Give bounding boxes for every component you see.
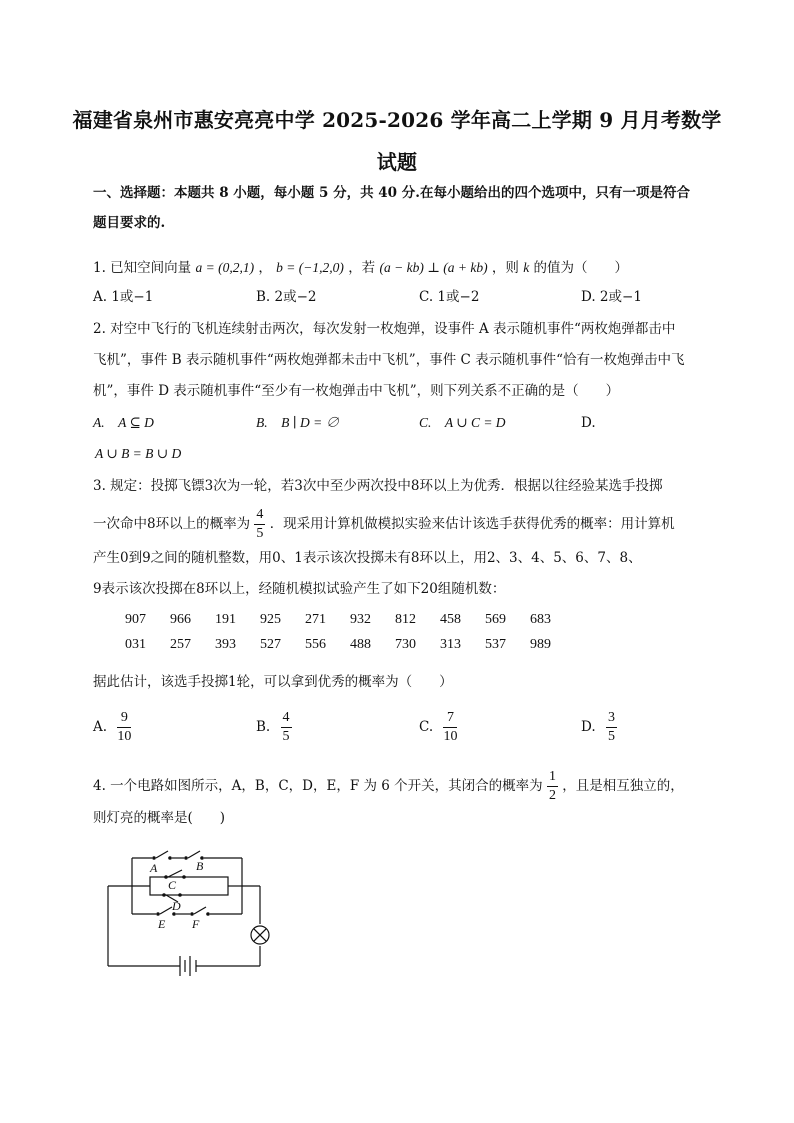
switch-a (156, 851, 168, 858)
q3-option-c-fraction (443, 711, 457, 744)
q3-line2-a: 一次命中8环以上的概率为 (93, 516, 251, 532)
q1-suffix: ，则 (491, 260, 519, 276)
q1-condition: (a − kb) ⊥ (a + kb) (379, 260, 488, 275)
random-number: 271 (305, 612, 326, 627)
q1-option-b: B. 2或−2 (256, 289, 317, 305)
q1-option-d: D. 2或−1 (581, 289, 642, 305)
q3-option-c (419, 711, 457, 744)
circuit-diagram (100, 846, 290, 976)
switch-e (160, 907, 172, 914)
question-4-line2: 则灯亮的概率是( ) (93, 810, 226, 826)
random-number: 527 (260, 637, 281, 652)
q4-line1-b: ，且是相互独立的， (562, 778, 684, 794)
random-numbers-row2 (125, 637, 575, 653)
random-number: 989 (530, 637, 551, 652)
random-number: 907 (125, 612, 146, 627)
random-number: 191 (215, 612, 236, 627)
switch-label-f: F (192, 917, 200, 931)
random-number: 730 (395, 637, 416, 652)
section-heading-line1: 一、选择题：本题共 8 小题，每小题 5 分，共 40 分.在每小题给出的四个选项中，只有一项是符合 (93, 185, 690, 201)
section-heading-line2: 题目要求的. (93, 215, 166, 231)
q3-option-b (256, 711, 292, 744)
switch-label-c: C (168, 878, 177, 892)
q3-option-a-fraction (117, 711, 131, 744)
question-3-question: 据此估计，该选手投掷1轮，可以拿到优秀的概率为（ ） (93, 674, 453, 690)
q4-probability-fraction (547, 770, 558, 803)
random-number: 925 (260, 612, 281, 627)
question-2-line3: 机”，事件 D 表示随机事件“至少有一枚炮弹击中飞机”，则下列关系不正确的是（ ） (93, 383, 620, 399)
q3-option-d-num: 3 (606, 711, 617, 728)
q3-option-b-label: B. (256, 719, 271, 735)
random-number: 313 (440, 637, 461, 652)
question-3-line2 (93, 507, 705, 541)
question-2-line2: 飞机”，事件 B 表示随机事件“两枚炮弹都未击中飞机”，事件 C 表示随机事件“恰有一枚炮弹击中飞 (93, 352, 685, 368)
q1-option-a: A. 1或−1 (93, 289, 154, 305)
q2-option-d-content: A ∪ B = B ∪ D (95, 446, 182, 461)
q2-option-b: B. B ∣ D = ∅ (256, 415, 340, 430)
question-3-line1: 3. 规定：投掷飞镖3次为一轮，若3次中至少两次投中8环以上为优秀．根据以往经验某选手投掷 (93, 478, 663, 494)
question-3-line4: 9表示该次投掷在8环以上，经随机模拟试验产生了如下20组随机数： (93, 581, 506, 597)
random-number: 683 (530, 612, 551, 627)
q4-frac-den: 2 (548, 788, 556, 803)
middle-rectangle (150, 877, 228, 895)
q3-option-d (581, 711, 617, 744)
q3-frac-den: 5 (256, 526, 264, 541)
random-number: 257 (170, 637, 191, 652)
page-title: 福建省泉州市惠安亮亮中学 2025-2026 学年高二上学期 9 月月考数学 (72, 108, 722, 132)
switch-c (168, 870, 182, 877)
q2-option-a: A. A ⊆ D (93, 415, 154, 430)
random-number: 569 (485, 612, 506, 627)
switch-f (194, 907, 206, 914)
q3-option-a-label: A. (93, 719, 108, 735)
switch-label-e: E (158, 917, 166, 931)
q3-option-c-label: C. (419, 719, 434, 735)
q3-option-a-num: 9 (117, 711, 131, 728)
switch-label-d: D (172, 899, 181, 913)
q1-condition-text: ，若 (348, 260, 376, 276)
switch-b (188, 851, 200, 858)
random-number: 458 (440, 612, 461, 627)
q2-option-c: C. A ∪ C = D (419, 415, 506, 430)
q3-option-d-label: D. (581, 719, 596, 735)
q3-option-a-den: 10 (117, 729, 132, 744)
q4-frac-num: 1 (547, 770, 558, 787)
random-number: 031 (125, 637, 146, 652)
q3-option-d-den: 5 (607, 729, 615, 744)
random-number: 966 (170, 612, 191, 627)
q3-option-b-num: 4 (281, 711, 292, 728)
random-number: 932 (350, 612, 371, 627)
q3-option-b-fraction (281, 711, 292, 744)
q2-option-d: D. (581, 415, 596, 431)
q1-tail: 的值为（ ） (533, 260, 629, 276)
question-2-line1: 2. 对空中飞行的飞机连续射击两次，每次发射一枚炮弹，设事件 A 表示随机事件“两枚炮弹都击中 (93, 321, 676, 337)
q3-option-c-den: 10 (443, 729, 458, 744)
switch-label-a: A (150, 861, 158, 875)
question-4-line1 (93, 769, 705, 803)
random-number: 537 (485, 637, 506, 652)
section-heading (93, 178, 705, 238)
q3-option-d-fraction (606, 711, 617, 744)
q1-vector-b: b = (−1,2,0) (276, 260, 344, 275)
random-number: 488 (350, 637, 371, 652)
q1-prefix: 1. 已知空间向量 (93, 260, 192, 276)
random-number: 812 (395, 612, 416, 627)
q3-option-b-den: 5 (282, 729, 290, 744)
q3-frac-num: 4 (254, 508, 265, 525)
q1-vector-a: a = (0,2,1) (195, 260, 255, 275)
q3-option-c-num: 7 (443, 711, 457, 728)
page-title-continued: 试题 (376, 150, 418, 174)
q1-option-c: C. 1或−2 (419, 289, 480, 305)
q4-line1-a: 4. 一个电路如图所示，A，B，C，D，E，F 为 6 个开关，其闭合的概率为 (93, 778, 543, 794)
random-numbers-row1 (125, 612, 575, 628)
question-3-line3: 产生0到9之间的随机整数，用0、1表示该次投掷未有8环以上，用2、3、4、5、6、7、8、 (93, 550, 642, 566)
random-number: 556 (305, 637, 326, 652)
switch-label-b: B (196, 859, 204, 873)
random-number: 393 (215, 637, 236, 652)
q1-k: k (523, 260, 530, 275)
q3-probability-fraction (254, 508, 265, 541)
q3-option-a (93, 711, 131, 744)
question-1-stem: 1. 已知空间向量 a = (0,2,1) ， b = (−1,2,0) ，若 (a − kb) ⊥ (a + kb) ，则 k 的值为（ ） (93, 260, 629, 276)
q3-line2-b: ．现采用计算机做模拟实验来估计该选手获得优秀的概率：用计算机 (269, 516, 675, 532)
